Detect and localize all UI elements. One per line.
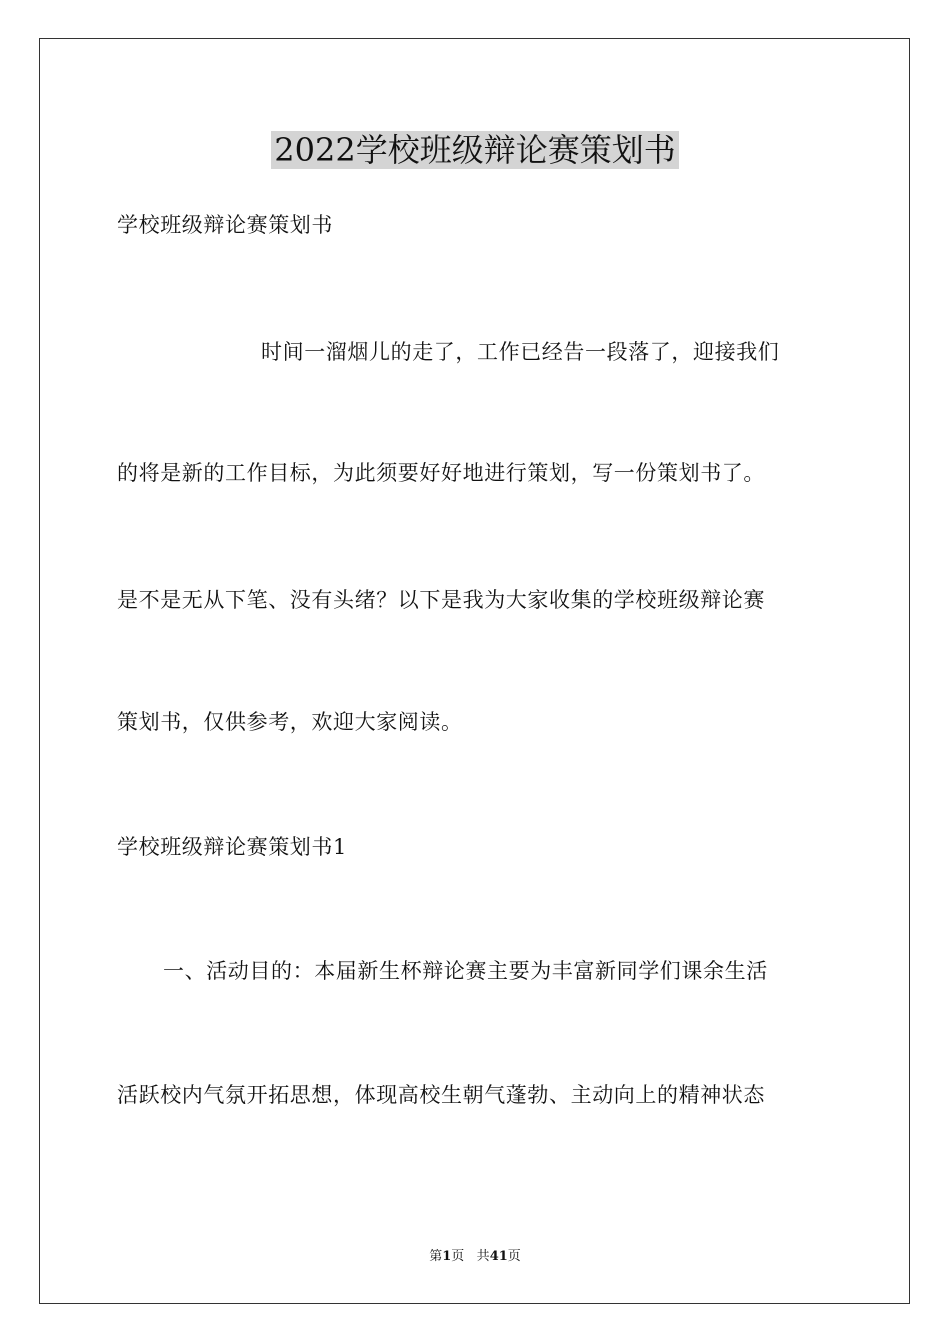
intro-line-4: 策划书，仅供参考，欢迎大家阅读。	[117, 710, 463, 734]
section-heading: 学校班级辩论赛策划书1	[117, 835, 347, 859]
footer-total-suffix: 页	[507, 1249, 521, 1264]
footer-total-pages: 41	[489, 1249, 508, 1264]
footer-page-prefix: 第	[429, 1249, 443, 1264]
intro-line-2: 的将是新的工作目标，为此须要好好地进行策划，写一份策划书了。	[117, 461, 765, 485]
subtitle-line: 学校班级辩论赛策划书	[117, 213, 333, 237]
footer-page-number: 1	[442, 1249, 452, 1264]
body-line-2: 活跃校内气氛开拓思想，体现高校生朝气蓬勃、主动向上的精神状态	[117, 1083, 765, 1107]
footer-total-prefix: 共	[476, 1249, 490, 1264]
body-line-1: 一、活动目的：本届新生杯辩论赛主要为丰富新同学们课余生活	[163, 959, 768, 983]
document-title-text: 2022学校班级辩论赛策划书	[271, 131, 678, 169]
document-title	[0, 128, 950, 172]
page-footer	[0, 1248, 950, 1266]
intro-line-3: 是不是无从下笔、没有头绪？以下是我为大家收集的学校班级辩论赛	[117, 588, 765, 612]
intro-line-1: 时间一溜烟儿的走了，工作已经告一段落了，迎接我们	[261, 340, 780, 364]
footer-page-suffix: 页	[451, 1249, 465, 1264]
